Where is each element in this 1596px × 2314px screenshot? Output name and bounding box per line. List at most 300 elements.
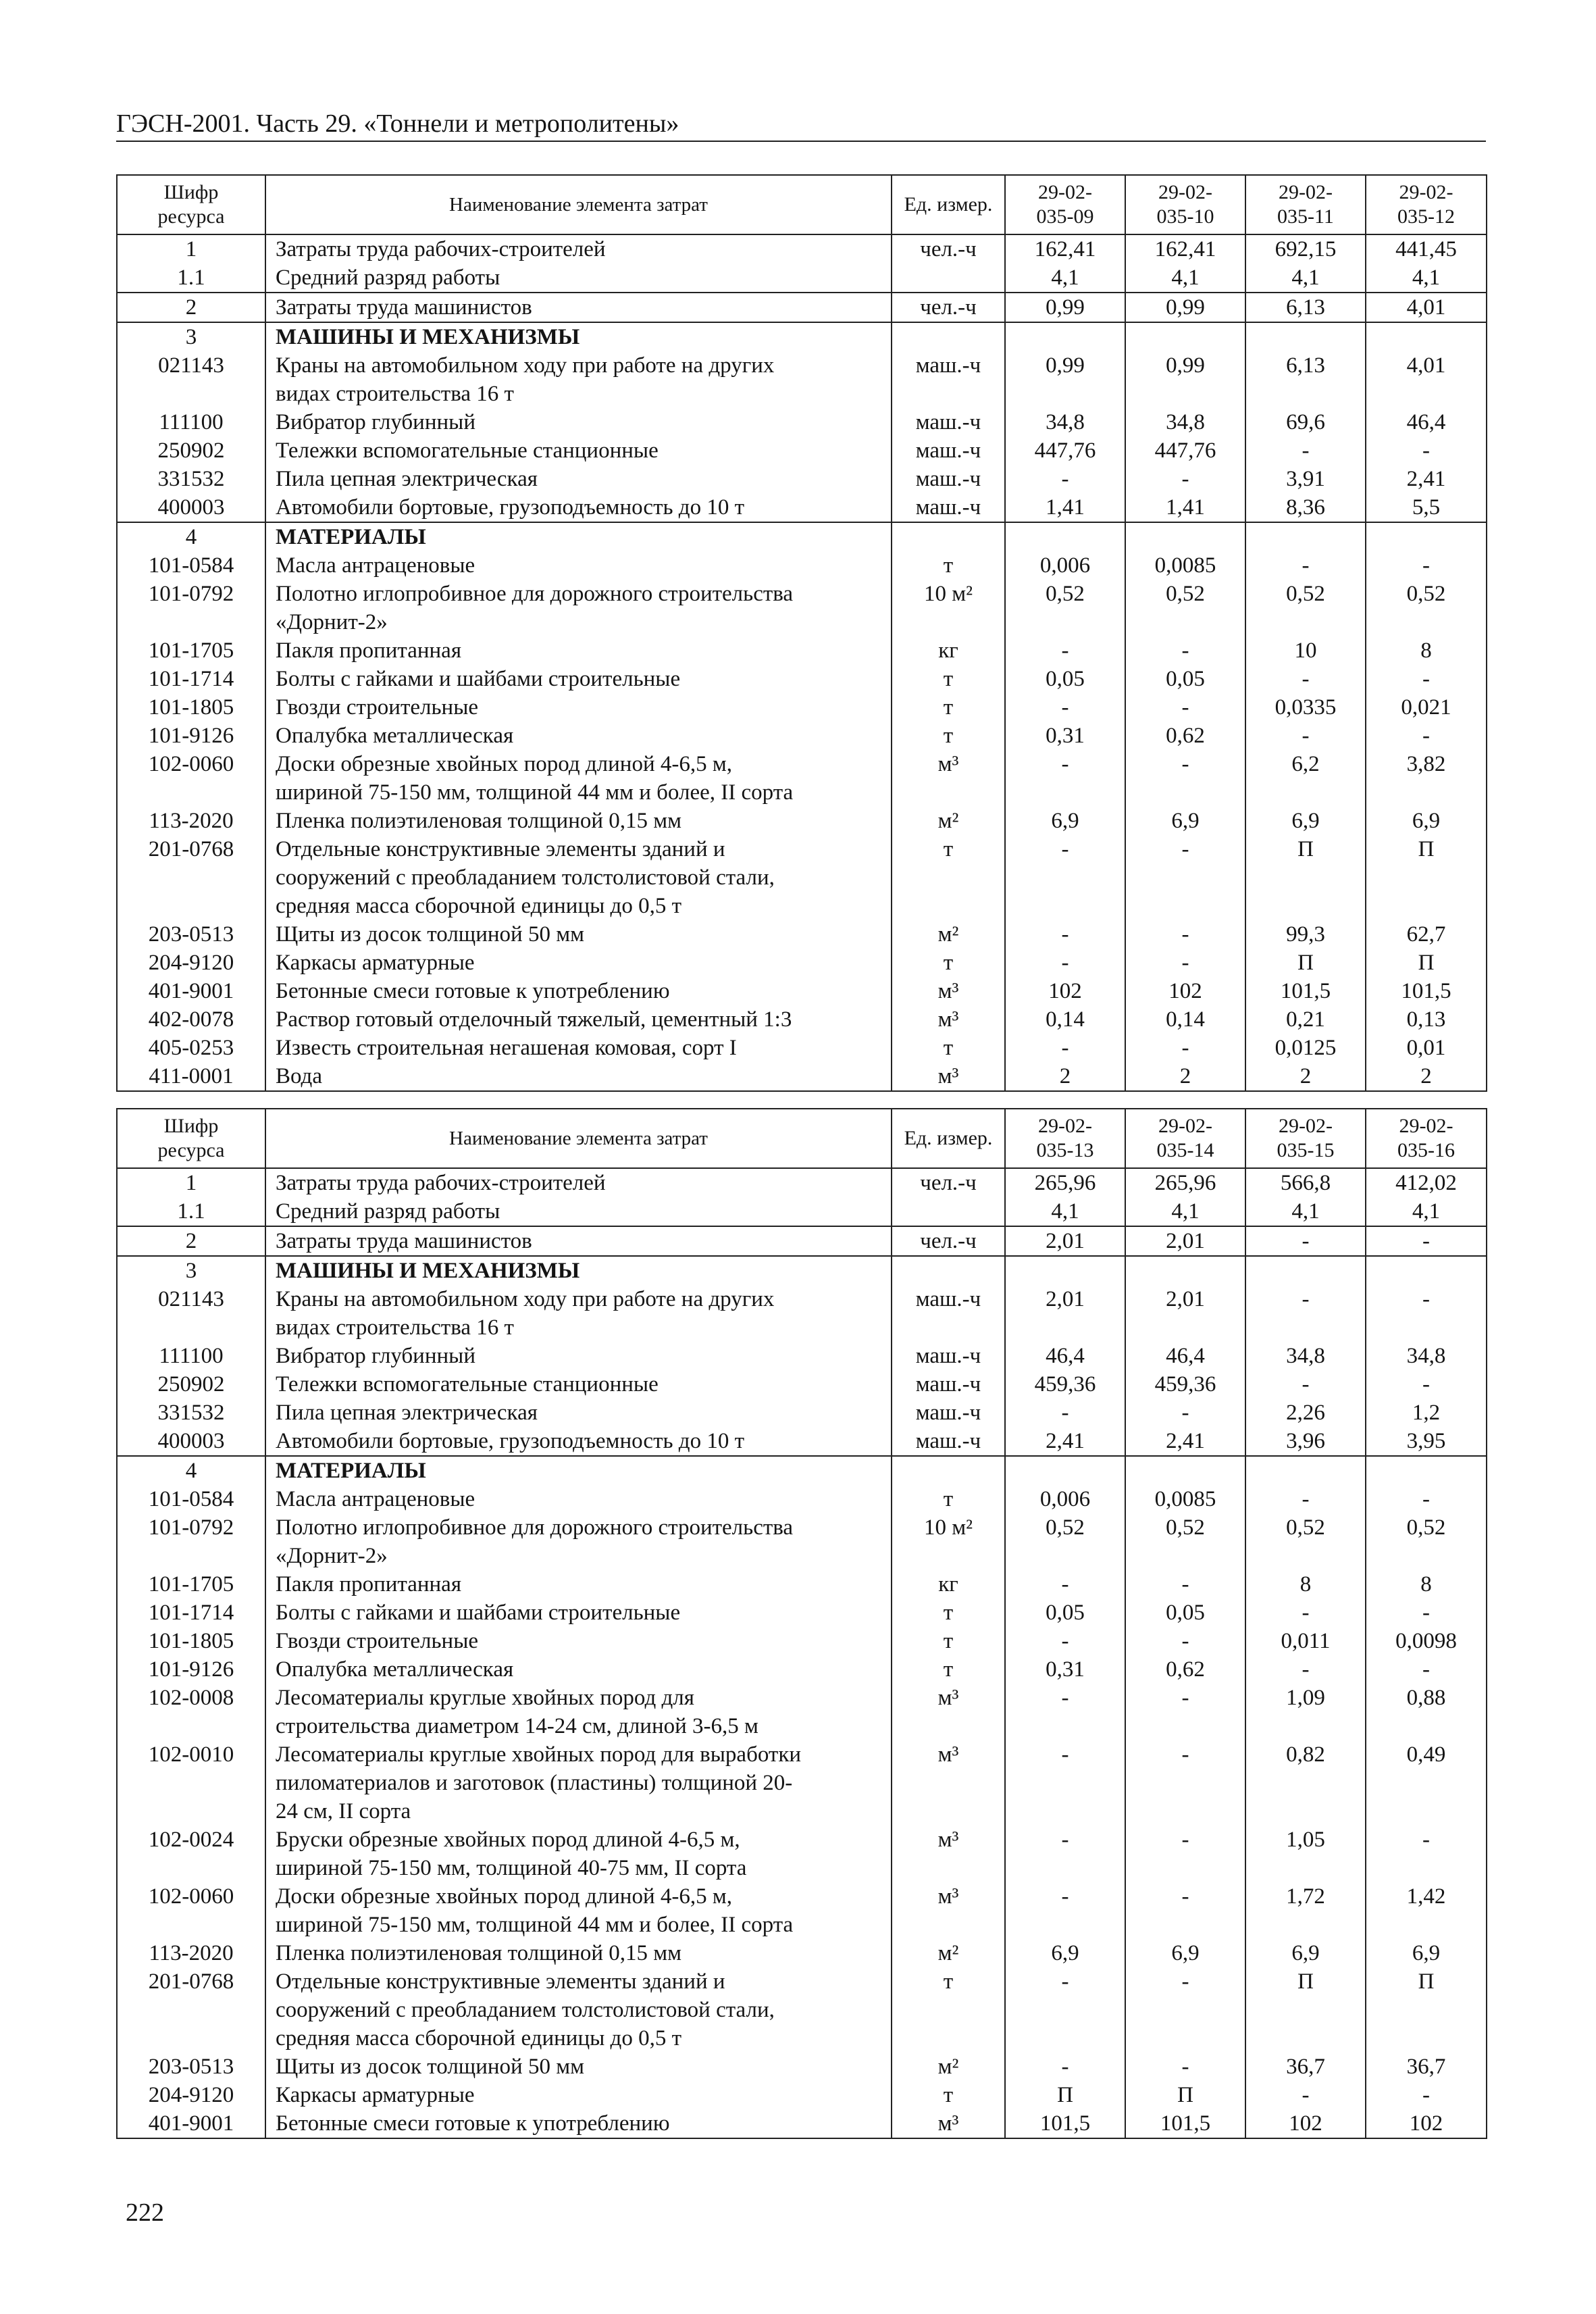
value-cell: 0,62: [1125, 1655, 1245, 1684]
value-cell: [1245, 1456, 1366, 1485]
resource-name: [265, 1427, 892, 1456]
unit-cell: [892, 1197, 1005, 1226]
value-cell: -: [1005, 1034, 1125, 1062]
table-row: [117, 1168, 1487, 1197]
resource-code: 101-0584: [117, 1485, 265, 1513]
unit-cell: 10 м²: [892, 1513, 1005, 1570]
text-line: Средний разряд работы: [276, 266, 500, 290]
text-line: Затраты труда машинистов: [276, 295, 532, 320]
resource-name: [265, 1062, 892, 1091]
unit-cell: т: [892, 949, 1005, 977]
text-line: шириной 75-150 мм, толщиной 40-75 мм, II сорта: [276, 1856, 747, 1880]
resource-code: 101-0584: [117, 551, 265, 580]
table-row: [117, 1939, 1487, 1967]
unit-cell: маш.-ч: [892, 1370, 1005, 1399]
resource-name: [265, 807, 892, 835]
resource-name: [265, 977, 892, 1005]
text-line: Краны на автомобильном ходу при работе на других: [276, 1287, 775, 1311]
text-line: 29-02-: [1399, 1115, 1453, 1137]
resource-code: 400003: [117, 1427, 265, 1456]
header-norm-code: [1125, 175, 1245, 234]
resource-name: [265, 293, 892, 322]
value-cell: -: [1125, 1684, 1245, 1740]
table-row: [117, 1627, 1487, 1655]
unit-cell: [892, 1256, 1005, 1285]
value-cell: -: [1366, 1655, 1487, 1684]
table-row: [117, 1370, 1487, 1399]
value-cell: 0,52: [1005, 580, 1125, 636]
table-row: [117, 1655, 1487, 1684]
resource-code: 331532: [117, 465, 265, 493]
unit-cell: м³: [892, 2109, 1005, 2138]
resource-code: 101-1714: [117, 665, 265, 693]
value-cell: 34,8: [1125, 408, 1245, 436]
text-line: 035-13: [1036, 1139, 1094, 1161]
value-cell: -: [1125, 920, 1245, 949]
table-row: [117, 1062, 1487, 1091]
table-row: [117, 263, 1487, 293]
unit-cell: маш.-ч: [892, 493, 1005, 522]
resource-code: 101-1714: [117, 1599, 265, 1627]
value-cell: 162,41: [1125, 234, 1245, 263]
unit-cell: т: [892, 835, 1005, 920]
value-cell: 6,13: [1245, 351, 1366, 408]
value-cell: -: [1125, 693, 1245, 722]
value-cell: -: [1005, 1740, 1125, 1826]
value-cell: 34,8: [1005, 408, 1125, 436]
value-cell: -: [1366, 722, 1487, 750]
resource-code: 102-0060: [117, 1882, 265, 1939]
value-cell: -: [1125, 1826, 1245, 1882]
value-cell: -: [1005, 465, 1125, 493]
value-cell: -: [1005, 835, 1125, 920]
value-cell: 459,36: [1005, 1370, 1125, 1399]
resource-name: [265, 408, 892, 436]
text-line: пиломатериалов и заготовок (пластины) толщиной 20-: [276, 1771, 793, 1795]
value-cell: 8: [1366, 1570, 1487, 1599]
table-row: [117, 234, 1487, 263]
table-row: [117, 1485, 1487, 1513]
header-code: [117, 175, 265, 234]
value-cell: 0,0335: [1245, 693, 1366, 722]
table-row: [117, 1034, 1487, 1062]
resource-name: [265, 1168, 892, 1197]
table-row: [117, 1882, 1487, 1939]
text-line: Тележки вспомогательные станционные: [276, 438, 659, 463]
value-cell: 2: [1005, 1062, 1125, 1091]
resource-code: 1: [117, 1168, 265, 1197]
value-cell: [1005, 322, 1125, 351]
text-line: Затраты труда рабочих-строителей: [276, 1171, 606, 1195]
unit-cell: чел.-ч: [892, 293, 1005, 322]
text-line: Бруски обрезные хвойных пород длиной 4-6,5 м,: [276, 1828, 740, 1852]
value-cell: 0,14: [1005, 1005, 1125, 1034]
table-row: [117, 807, 1487, 835]
resource-code: 101-0792: [117, 580, 265, 636]
text-line: Автомобили бортовые, грузоподъемность до 10 т: [276, 495, 744, 520]
value-cell: -: [1005, 1570, 1125, 1599]
value-cell: 2,41: [1125, 1427, 1245, 1456]
resource-code: 2: [117, 1226, 265, 1256]
value-cell: 101,5: [1125, 2109, 1245, 2138]
value-cell: -: [1005, 1399, 1125, 1427]
value-cell: 692,15: [1245, 234, 1366, 263]
resource-code: 021143: [117, 1285, 265, 1342]
header-unit: Ед. измер.: [892, 1109, 1005, 1168]
resource-code: 113-2020: [117, 1939, 265, 1967]
resource-code: 101-9126: [117, 1655, 265, 1684]
unit-cell: м²: [892, 807, 1005, 835]
text-line: Краны на автомобильном ходу при работе на других: [276, 353, 775, 378]
header-norm-code: [1366, 1109, 1487, 1168]
unit-cell: 10 м²: [892, 580, 1005, 636]
value-cell: 46,4: [1005, 1342, 1125, 1370]
text-line: Отдельные конструктивные элементы зданий и: [276, 1969, 725, 1994]
value-cell: -: [1245, 665, 1366, 693]
text-line: 29-02-: [1279, 1115, 1333, 1137]
unit-cell: маш.-ч: [892, 436, 1005, 465]
text-line: Опалубка металлическая: [276, 1657, 514, 1682]
value-cell: 162,41: [1005, 234, 1125, 263]
text-line: Отдельные конструктивные элементы зданий и: [276, 837, 725, 861]
value-cell: 412,02: [1366, 1168, 1487, 1197]
resource-name: [265, 920, 892, 949]
value-cell: 0,31: [1005, 722, 1125, 750]
value-cell: 0,99: [1005, 293, 1125, 322]
value-cell: -: [1005, 1627, 1125, 1655]
value-cell: 6,13: [1245, 293, 1366, 322]
value-cell: 447,76: [1125, 436, 1245, 465]
table-row: [117, 408, 1487, 436]
unit-cell: маш.-ч: [892, 408, 1005, 436]
table-row: [117, 522, 1487, 551]
text-line: Полотно иглопробивное для дорожного строительства: [276, 582, 794, 606]
value-cell: -: [1245, 1370, 1366, 1399]
value-cell: 459,36: [1125, 1370, 1245, 1399]
text-line: ресурса: [157, 205, 225, 228]
resource-code: 102-0060: [117, 750, 265, 807]
resource-code: 250902: [117, 1370, 265, 1399]
value-cell: 62,7: [1366, 920, 1487, 949]
value-cell: 0,82: [1245, 1740, 1366, 1826]
resource-name: [265, 1256, 892, 1285]
text-line: 29-02-: [1158, 1115, 1212, 1137]
value-cell: 69,6: [1245, 408, 1366, 436]
resource-code: 102-0008: [117, 1684, 265, 1740]
value-cell: П: [1005, 2081, 1125, 2109]
resource-table-1: [116, 174, 1487, 1092]
value-cell: -: [1366, 1226, 1487, 1256]
text-line: Пила цепная электрическая: [276, 467, 538, 491]
value-cell: -: [1005, 1967, 1125, 2053]
value-cell: 6,9: [1366, 807, 1487, 835]
value-cell: 6,9: [1366, 1939, 1487, 1967]
header-name: Наименование элемента затрат: [265, 1109, 892, 1168]
text-line: Шифр: [163, 1115, 219, 1137]
table-row: [117, 2109, 1487, 2138]
resource-name: [265, 1034, 892, 1062]
value-cell: -: [1245, 722, 1366, 750]
unit-cell: маш.-ч: [892, 1285, 1005, 1342]
text-line: Средний разряд работы: [276, 1199, 500, 1224]
header-code: [117, 1109, 265, 1168]
table-row: [117, 1513, 1487, 1570]
unit-cell: м³: [892, 977, 1005, 1005]
value-cell: 46,4: [1366, 408, 1487, 436]
header-unit: Ед. измер.: [892, 175, 1005, 234]
value-cell: 6,9: [1125, 1939, 1245, 1967]
value-cell: -: [1125, 1967, 1245, 2053]
unit-cell: м³: [892, 1882, 1005, 1939]
table-header: [117, 1109, 1487, 1168]
unit-cell: т: [892, 551, 1005, 580]
value-cell: П: [1245, 1967, 1366, 2053]
value-cell: 4,01: [1366, 293, 1487, 322]
value-cell: 101,5: [1005, 2109, 1125, 2138]
value-cell: 447,76: [1005, 436, 1125, 465]
unit-cell: м²: [892, 1939, 1005, 1967]
resource-code: 400003: [117, 493, 265, 522]
resource-name: [265, 2081, 892, 2109]
resource-name: [265, 1399, 892, 1427]
value-cell: [1125, 1256, 1245, 1285]
resource-code: 204-9120: [117, 2081, 265, 2109]
value-cell: 2: [1125, 1062, 1245, 1091]
text-line: Автомобили бортовые, грузоподъемность до 10 т: [276, 1429, 744, 1453]
text-line: Масла антраценовые: [276, 1487, 475, 1511]
value-cell: 1,09: [1245, 1684, 1366, 1740]
text-line: Тележки вспомогательные станционные: [276, 1372, 659, 1397]
text-line: 035-15: [1277, 1139, 1335, 1161]
value-cell: 1,72: [1245, 1882, 1366, 1939]
resource-name: [265, 2109, 892, 2138]
value-cell: П: [1125, 2081, 1245, 2109]
resource-name: [265, 835, 892, 920]
value-cell: -: [1005, 1684, 1125, 1740]
value-cell: -: [1125, 1570, 1245, 1599]
resource-name: [265, 1285, 892, 1342]
resource-code: 203-0513: [117, 920, 265, 949]
resource-code: 2: [117, 293, 265, 322]
table-header: [117, 175, 1487, 234]
value-cell: 2,01: [1005, 1285, 1125, 1342]
value-cell: -: [1366, 551, 1487, 580]
text-line: Известь строительная негашеная комовая, сорт I: [276, 1036, 737, 1060]
value-cell: 0,05: [1005, 1599, 1125, 1627]
value-cell: 0,49: [1366, 1740, 1487, 1826]
table-row: [117, 493, 1487, 522]
resource-code: 102-0010: [117, 1740, 265, 1826]
text-line: Бетонные смеси готовые к употреблению: [276, 2111, 670, 2136]
table-row: [117, 2081, 1487, 2109]
text-line: Вибратор глубинный: [276, 1344, 475, 1368]
table-row: [117, 465, 1487, 493]
value-cell: 0,011: [1245, 1627, 1366, 1655]
value-cell: 0,52: [1245, 580, 1366, 636]
text-line: строительства диаметром 14-24 см, длиной 3-6,5 м: [276, 1714, 758, 1738]
text-line: 035-16: [1397, 1139, 1455, 1161]
text-line: 035-10: [1156, 205, 1214, 228]
table-row: [117, 1967, 1487, 2053]
value-cell: 0,99: [1125, 293, 1245, 322]
header-norm-code: [1005, 175, 1125, 234]
value-cell: 4,01: [1366, 351, 1487, 408]
value-cell: 101,5: [1366, 977, 1487, 1005]
table-row: [117, 1684, 1487, 1740]
value-cell: 1,05: [1245, 1826, 1366, 1882]
value-cell: 4,1: [1125, 1197, 1245, 1226]
resource-name: [265, 1485, 892, 1513]
table-row: [117, 1399, 1487, 1427]
unit-cell: т: [892, 1485, 1005, 1513]
resource-name: [265, 949, 892, 977]
text-line: 035-11: [1277, 205, 1334, 228]
value-cell: -: [1245, 1599, 1366, 1627]
value-cell: [1366, 1456, 1487, 1485]
resource-name: [265, 322, 892, 351]
resource-code: 102-0024: [117, 1826, 265, 1882]
table-row: [117, 949, 1487, 977]
value-cell: 0,31: [1005, 1655, 1125, 1684]
text-line: сооружений с преобладанием толстолистовой стали,: [276, 1998, 775, 2022]
unit-cell: т: [892, 1627, 1005, 1655]
text-line: Каркасы арматурные: [276, 951, 475, 975]
resource-code: 1: [117, 234, 265, 263]
value-cell: -: [1005, 636, 1125, 665]
value-cell: П: [1366, 949, 1487, 977]
resource-name: [265, 1826, 892, 1882]
text-line: Бетонные смеси готовые к употреблению: [276, 979, 670, 1003]
value-cell: 6,9: [1245, 1939, 1366, 1967]
text-line: Пленка полиэтиленовая толщиной 0,15 мм: [276, 1941, 682, 1965]
value-cell: -: [1005, 2053, 1125, 2081]
value-cell: -: [1366, 1370, 1487, 1399]
value-cell: 0,0125: [1245, 1034, 1366, 1062]
table-row: [117, 636, 1487, 665]
resource-name: [265, 493, 892, 522]
text-line: 29-02-: [1279, 181, 1333, 203]
value-cell: -: [1125, 465, 1245, 493]
resource-code: 111100: [117, 1342, 265, 1370]
value-cell: 2,01: [1125, 1285, 1245, 1342]
value-cell: 4,1: [1005, 263, 1125, 293]
unit-cell: т: [892, 1034, 1005, 1062]
value-cell: -: [1366, 665, 1487, 693]
unit-cell: маш.-ч: [892, 351, 1005, 408]
value-cell: 46,4: [1125, 1342, 1245, 1370]
resource-name: [265, 1226, 892, 1256]
value-cell: 4,1: [1245, 263, 1366, 293]
resource-name: [265, 1627, 892, 1655]
value-cell: 1,41: [1005, 493, 1125, 522]
value-cell: П: [1366, 1967, 1487, 2053]
value-cell: 6,2: [1245, 750, 1366, 807]
value-cell: [1125, 322, 1245, 351]
value-cell: 0,05: [1005, 665, 1125, 693]
value-cell: 1,2: [1366, 1399, 1487, 1427]
value-cell: 3,91: [1245, 465, 1366, 493]
text-line: Пакля пропитанная: [276, 1572, 462, 1596]
table-row: [117, 436, 1487, 465]
text-line: Затраты труда рабочих-строителей: [276, 237, 606, 261]
value-cell: 102: [1005, 977, 1125, 1005]
table-row: [117, 551, 1487, 580]
value-cell: [1366, 1256, 1487, 1285]
resource-code: 250902: [117, 436, 265, 465]
resource-code: 101-1805: [117, 693, 265, 722]
resource-code: 4: [117, 1456, 265, 1485]
text-line: видах строительства 16 т: [276, 382, 514, 406]
value-cell: -: [1366, 2081, 1487, 2109]
text-line: Пила цепная электрическая: [276, 1401, 538, 1425]
value-cell: 0,13: [1366, 1005, 1487, 1034]
text-line: Щиты из досок толщиной 50 мм: [276, 922, 584, 947]
resource-name: [265, 1005, 892, 1034]
text-line: Болты с гайками и шайбами строительные: [276, 667, 681, 691]
header-norm-code: [1245, 1109, 1366, 1168]
unit-cell: маш.-ч: [892, 465, 1005, 493]
resource-code: 331532: [117, 1399, 265, 1427]
resource-name: [265, 2053, 892, 2081]
resource-code: 101-0792: [117, 1513, 265, 1570]
value-cell: 5,5: [1366, 493, 1487, 522]
text-line: 29-02-: [1158, 181, 1212, 203]
unit-cell: чел.-ч: [892, 234, 1005, 263]
unit-cell: м³: [892, 1062, 1005, 1091]
value-cell: 0,006: [1005, 551, 1125, 580]
value-cell: -: [1245, 1655, 1366, 1684]
resource-code: 401-9001: [117, 977, 265, 1005]
value-cell: 0,05: [1125, 665, 1245, 693]
unit-cell: [892, 263, 1005, 293]
value-cell: -: [1125, 1034, 1245, 1062]
unit-cell: м³: [892, 1005, 1005, 1034]
value-cell: [1125, 522, 1245, 551]
resource-code: 402-0078: [117, 1005, 265, 1034]
value-cell: [1245, 522, 1366, 551]
value-cell: [1366, 322, 1487, 351]
resource-name: [265, 580, 892, 636]
resource-name: [265, 693, 892, 722]
unit-cell: м³: [892, 1826, 1005, 1882]
unit-cell: м²: [892, 2053, 1005, 2081]
unit-cell: т: [892, 1967, 1005, 2053]
table-row: [117, 2053, 1487, 2081]
value-cell: -: [1005, 1882, 1125, 1939]
resource-name: [265, 436, 892, 465]
value-cell: -: [1005, 693, 1125, 722]
resource-code: 101-1705: [117, 1570, 265, 1599]
value-cell: 101,5: [1245, 977, 1366, 1005]
resource-table-2: [116, 1108, 1487, 2139]
resource-code: 101-1805: [117, 1627, 265, 1655]
table-row: [117, 750, 1487, 807]
unit-cell: т: [892, 722, 1005, 750]
value-cell: 0,21: [1245, 1005, 1366, 1034]
resource-code: 1.1: [117, 1197, 265, 1226]
text-line: Доски обрезные хвойных пород длиной 4-6,5 м,: [276, 752, 732, 776]
text-line: 29-02-: [1038, 181, 1092, 203]
resource-code: 101-9126: [117, 722, 265, 750]
value-cell: 265,96: [1005, 1168, 1125, 1197]
unit-cell: т: [892, 665, 1005, 693]
header-norm-code: [1245, 175, 1366, 234]
value-cell: 0,006: [1005, 1485, 1125, 1513]
value-cell: 4,1: [1366, 263, 1487, 293]
resource-name: [265, 1197, 892, 1226]
page-header: ГЭСН-2001. Часть 29. «Тоннели и метрополитены»: [116, 107, 1486, 142]
value-cell: 10: [1245, 636, 1366, 665]
